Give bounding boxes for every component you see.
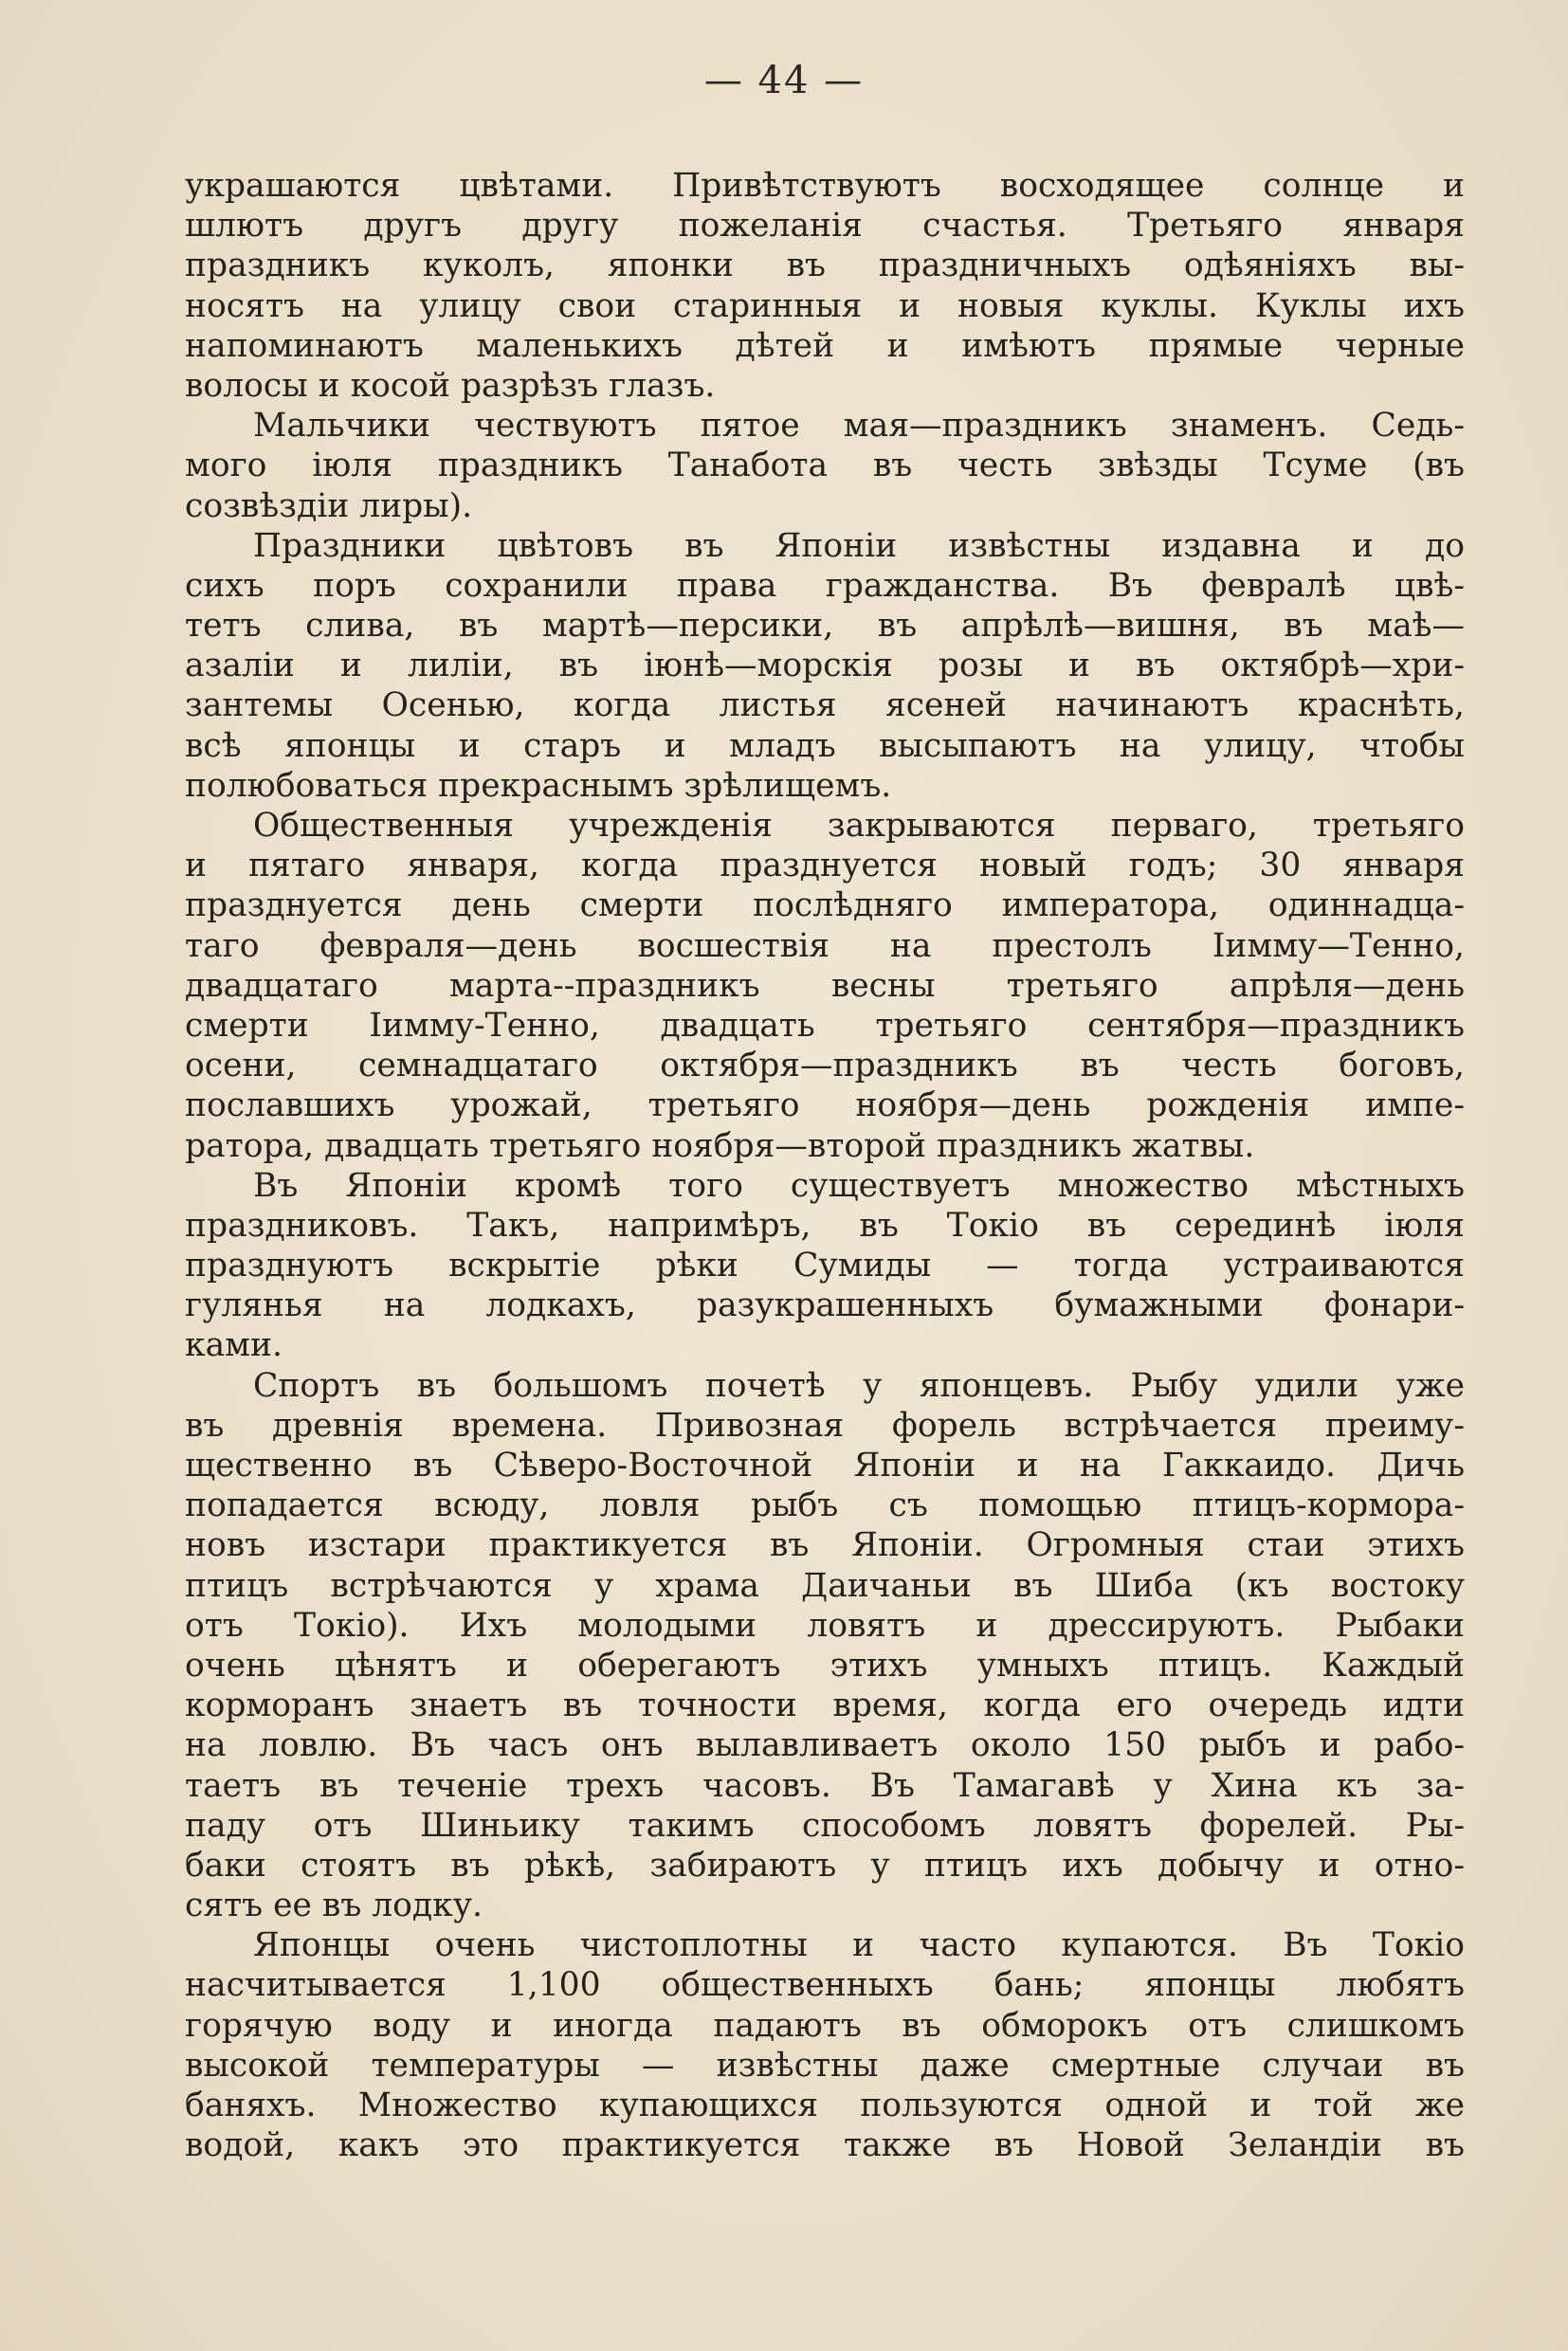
text-line: на ловлю. Въ часъ онъ вылавливаетъ около 150 рыбъ и рабо- (185, 1726, 1465, 1765)
text-line: мого іюля праздникъ Танабота въ честь звѣзды Тсуме (въ (185, 447, 1465, 485)
text-line: носятъ на улицу свои старинныя и новыя куклы. Куклы ихъ (185, 286, 1465, 325)
text-line: пославшихъ урожай, третьяго ноября—день рожденія импе- (185, 1086, 1465, 1125)
text-line: паду отъ Шиньику такимъ способомъ ловятъ форелей. Ры- (185, 1806, 1465, 1845)
text-line: гулянья на лодкахъ, разукрашенныхъ бумажными фонари- (185, 1286, 1465, 1325)
text-line: смерти Іимму-Тенно, двадцать третьяго сентября—праздникъ (185, 1006, 1465, 1045)
text-line: ками. (185, 1326, 283, 1365)
text-line: попадается всюду, ловля рыбъ съ помощью птицъ-кормора- (185, 1486, 1465, 1525)
text-line: баки стоятъ въ рѣкѣ, забираютъ у птицъ ихъ добычу и отно- (185, 1846, 1465, 1885)
text-line: насчитывается 1,100 общественныхъ бань; японцы любятъ (185, 1966, 1465, 2005)
text-line: таетъ въ теченіе трехъ часовъ. Въ Тамагавѣ у Хина къ за- (185, 1766, 1465, 1805)
text-line: и пятаго января, когда празднуется новый годъ; 30 января (185, 847, 1465, 885)
body-text (185, 166, 1465, 2165)
text-line: осени, семнадцатаго октября—праздникъ въ честь боговъ, (185, 1047, 1465, 1085)
text-line: азаліи и лиліи, въ іюнѣ—морскія розы и въ октябрѣ—хри- (185, 647, 1465, 685)
text-line: въ древнія времена. Привозная форель встрѣчается преиму- (185, 1406, 1465, 1445)
text-line: празднуютъ вскрытіе рѣки Сумиды — тогда устраиваются (185, 1247, 1465, 1285)
text-line: двадцатаго марта--праздникъ весны третьяго апрѣля—день (185, 966, 1465, 1005)
text-line: Японцы очень чистоплотны и часто купаются. Въ Токіо (253, 1926, 1465, 1965)
text-line: Общественныя учрежденія закрываются перваго, третьяго (253, 807, 1465, 845)
text-line: шлютъ другъ другу пожеланія счастья. Третьяго января (185, 207, 1465, 246)
text-line: сихъ поръ сохранили права гражданства. Въ февралѣ цвѣ- (185, 566, 1465, 605)
paragraph (185, 1925, 1465, 2165)
text-line: отъ Токіо). Ихъ молодыми ловятъ и дрессируютъ. Рыбаки (185, 1606, 1465, 1645)
paragraph (185, 406, 1465, 526)
text-line: Спортъ въ большомъ почетѣ у японцевъ. Рыбу удили уже (253, 1366, 1465, 1405)
paragraph (185, 526, 1465, 806)
text-line: горячую воду и иногда падаютъ въ обморокъ отъ слишкомъ (185, 2006, 1465, 2045)
text-line: полюбоваться прекраснымъ зрѣлищемъ. (185, 766, 892, 805)
text-line: волосы и косой разрѣзъ глазъ. (185, 366, 716, 405)
text-line: созвѣздіи лиры). (185, 486, 473, 525)
paragraph (185, 166, 1465, 406)
text-line: сятъ ее въ лодку. (185, 1886, 483, 1925)
text-line: праздникъ куколъ, японки въ праздничныхъ одѣяніяхъ вы- (185, 246, 1465, 285)
page-number: — 44 — (703, 59, 865, 102)
paragraph (185, 1366, 1465, 1926)
text-line: щественно въ Сѣверо-Восточной Японіи и на Гаккаидо. Дичь (185, 1447, 1465, 1485)
text-line: тетъ слива, въ мартѣ—персики, въ апрѣлѣ—вишня, въ маѣ— (185, 607, 1465, 646)
text-line: всѣ японцы и старъ и младъ высыпаютъ на улицу, чтобы (185, 726, 1465, 765)
text-line: украшаются цвѣтами. Привѣтствуютъ восходящее солнце и (185, 167, 1465, 205)
text-line: водой, какъ это практикуется также въ Новой Зеландіи въ (185, 2126, 1465, 2165)
text-line: высокой температуры — извѣстны даже смертные случаи въ (185, 2046, 1465, 2085)
text-line: Мальчики чествуютъ пятое мая—праздникъ знаменъ. Седь- (253, 407, 1465, 446)
text-line: ратора, двадцать третьяго ноября—второй праздникъ жатвы. (185, 1126, 1255, 1165)
text-line: праздниковъ. Такъ, напримѣръ, въ Токіо въ серединѣ іюля (185, 1206, 1465, 1245)
text-line: празднуется день смерти послѣдняго императора, одиннадца- (185, 886, 1465, 925)
text-line: зантемы Осенью, когда листья ясеней начинаютъ краснѣть, (185, 686, 1465, 725)
text-line: новъ изстари практикуется въ Японіи. Огромныя стаи этихъ (185, 1526, 1465, 1565)
text-line: Праздники цвѣтовъ въ Японіи извѣстны издавна и до (253, 526, 1465, 565)
paragraph (185, 1166, 1465, 1366)
text-line: Въ Японіи кромѣ того существуетъ множество мѣстныхъ (253, 1166, 1465, 1205)
text-line: напоминаютъ маленькихъ дѣтей и имѣютъ прямые черные (185, 326, 1465, 365)
text-line: очень цѣнятъ и оберегаютъ этихъ умныхъ птицъ. Каждый (185, 1646, 1465, 1685)
text-line: таго февраля—день восшествія на престолъ Іимму—Тенно, (185, 926, 1465, 965)
text-line: корморанъ знаетъ въ точности время, когда его очередь идти (185, 1686, 1465, 1725)
text-line: баняхъ. Множество купающихся пользуются одной и той же (185, 2087, 1465, 2124)
text-line: птицъ встрѣчаются у храма Даичаньи въ Шиба (къ востоку (185, 1566, 1465, 1605)
paragraph (185, 806, 1465, 1166)
